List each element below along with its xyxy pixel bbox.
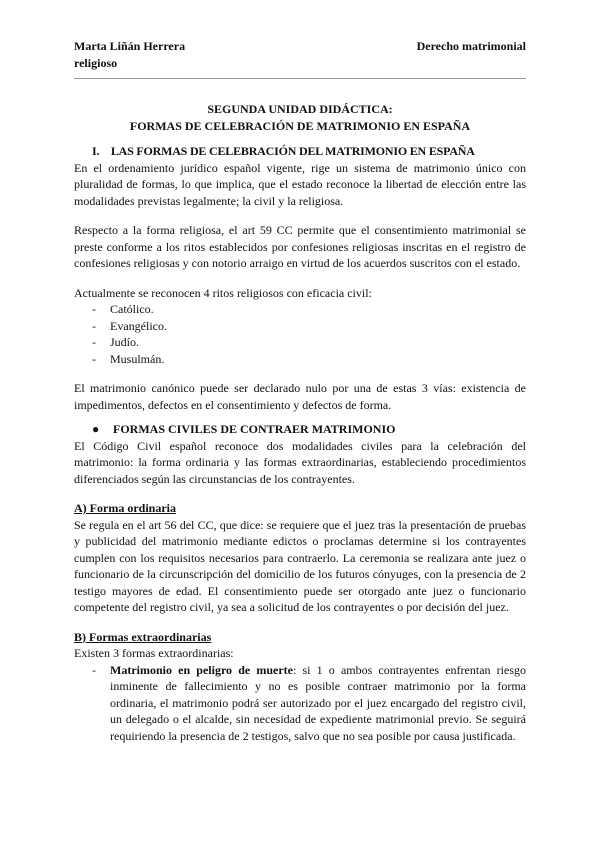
- dash-marker: -: [92, 662, 96, 677]
- section-2-title: FORMAS CIVILES DE CONTRAER MATRIMONIO: [113, 422, 396, 436]
- subject-line-2: religioso: [74, 56, 118, 70]
- section-1-heading: [74, 143, 526, 160]
- form-title: Matrimonio en peligro de muerte: [110, 662, 294, 677]
- section-1-paragraph-1: En el ordenamiento jurídico español vigente, rige un sistema de matrimonio único con pluralidad de formas, lo que implica, que el estado reconoce la libertad de elección entre las modalidades previstas legalmente; la civil y la religiosa.: [74, 160, 526, 208]
- list-item: [74, 318, 526, 335]
- section-1-title: LAS FORMAS DE CELEBRACIÓN DEL MATRIMONIO EN ESPAÑA: [110, 144, 475, 158]
- dash-marker: -: [92, 351, 96, 366]
- subject-line-1: Derecho matrimonial: [416, 39, 526, 53]
- rites-list: [74, 301, 526, 367]
- list-item: [74, 662, 526, 745]
- dash-marker: -: [92, 318, 96, 333]
- document-body: [74, 101, 526, 744]
- section-1-paragraph-3: Actualmente se reconocen 4 ritos religiosos con eficacia civil:: [74, 285, 372, 300]
- subsection-a-paragraph: Se regula en el art 56 del CC, que dice: se requiere que el juez tras la presentación de pruebas y publicidad del matrimonio mediante edictos o proclamas determine si los contrayentes cumplen con los requisitos necesarios para contraerlo. La ceremonia se realizara ante juez o funcionario de la circunscripción del domicilio de los futuros cónyuges, con la presencia de 2 testigo mayores de edad. El consentimiento puede ser otorgado ante juez o funcionario competente del registro civil, ya sea a solicitud de los contrayentes o por decisión del juez.: [74, 517, 526, 614]
- rite-label: Católico.: [110, 302, 154, 316]
- unit-title-line-1: SEGUNDA UNIDAD DIDÁCTICA:: [207, 102, 393, 116]
- bullet-icon: ●: [92, 422, 100, 436]
- list-item: [74, 301, 526, 318]
- extraordinary-forms-list: [74, 662, 526, 745]
- list-item: [74, 351, 526, 368]
- section-1-number: I.: [92, 144, 100, 158]
- dash-marker: -: [92, 302, 96, 316]
- rite-label: Musulmán.: [110, 351, 165, 366]
- section-2-paragraph-1: El Código Civil español reconoce dos modalidades civiles para la celebración del matrimonio: la forma ordinaria y las formas extraordinarias, estableciendo procedimientos diferenciados según las circunstancias de los contrayentes.: [74, 438, 526, 486]
- header-divider: [74, 78, 526, 79]
- author-name: Marta Liñán Herrera: [74, 39, 186, 53]
- rite-label: Judío.: [110, 335, 140, 349]
- section-1-paragraph-2: Respecto a la forma religiosa, el art 59 CC permite que el consentimiento matrimonial se preste conforme a los ritos establecidos por confesiones religiosas inscritas en el registro de confesiones religiosas y con notorio arraigo en virtud de los acuerdos suscritos con el estado.: [74, 223, 526, 270]
- section-1-paragraph-4: El matrimonio canónico puede ser declarado nulo por una de estas 3 vías: existencia de impedimentos, defectos en el consentimiento y defectos de forma.: [74, 381, 526, 412]
- section-2-heading: [74, 421, 526, 438]
- header-author: [74, 38, 274, 55]
- unit-title: [74, 101, 526, 134]
- list-item: [74, 334, 526, 351]
- subsection-b-intro: Existen 3 formas extraordinarias:: [74, 646, 234, 660]
- subsection-b-heading: B) Formas extraordinarias: [74, 629, 212, 644]
- subject-line-2-wrap: [74, 55, 117, 72]
- subsection-a-heading: A) Forma ordinaria: [74, 501, 176, 515]
- unit-title-line-2: FORMAS DE CELEBRACIÓN DE MATRIMONIO EN ESPAÑA: [129, 118, 471, 133]
- rite-label: Evangélico.: [110, 318, 167, 333]
- header-subject: [417, 38, 526, 55]
- form-description: : si 1 o ambos contrayentes enfrentan riesgo inminente de fallecimiento y no es posible contraer matrimonio por la forma ordinaria, el matrimonio podrá ser autorizado por el juez encargado del registro civil, un delegado o el alcalde, sin necesidad de expediente matrimonial previo. Se seguirá requiriendo la presencia de 2 testigos, salvo que no sea posible por causa justificada.: [110, 662, 526, 743]
- dash-marker: -: [92, 335, 96, 349]
